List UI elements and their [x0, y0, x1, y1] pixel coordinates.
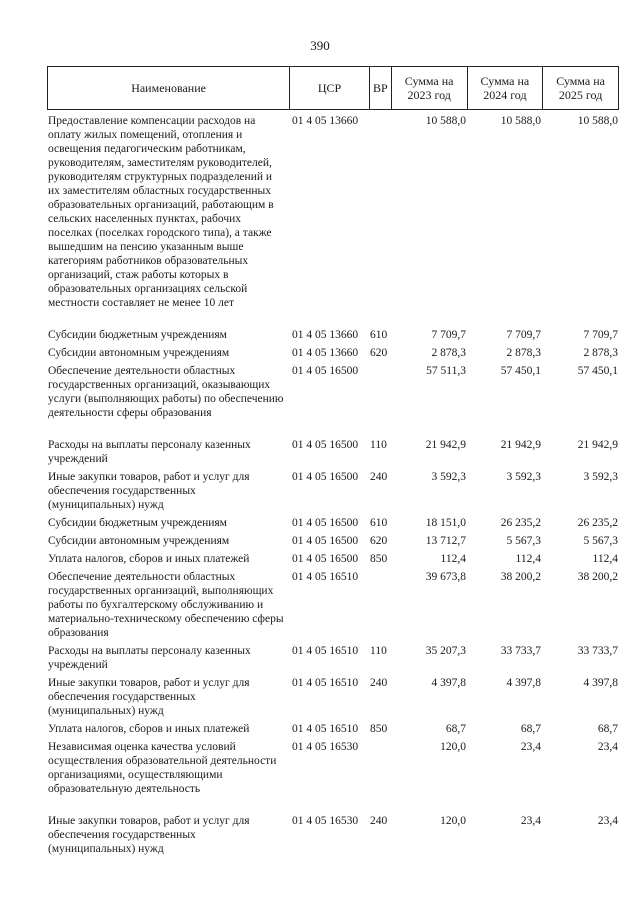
- row-vr: 620: [370, 347, 388, 359]
- row-sum-2025: 2 878,3: [583, 347, 618, 359]
- header-name: Наименование: [48, 67, 290, 109]
- row-name: Расходы на выплаты персоналу казенных учреждений: [48, 439, 251, 465]
- row-csr: 01 4 05 16500: [292, 553, 359, 565]
- row-name: Иные закупки товаров, работ и услуг для обеспечения государственных (муниципальных) нужд: [48, 815, 250, 855]
- row-sum-2023: 21 942,9: [425, 439, 466, 451]
- row-csr: 01 4 05 16510: [292, 571, 359, 583]
- row-name: Иные закупки товаров, работ и услуг для обеспечения государственных (муниципальных) нужд: [48, 471, 250, 511]
- row-sum-2024: 4 397,8: [506, 677, 541, 689]
- row-sum-2025: 23,4: [597, 741, 618, 753]
- table-row: [47, 722, 619, 740]
- row-sum-2024: 2 878,3: [506, 347, 541, 359]
- row-vr: 610: [370, 329, 388, 341]
- table-row: [47, 346, 619, 364]
- row-csr: 01 4 05 16500: [292, 535, 359, 547]
- row-sum-2024: 38 200,2: [500, 571, 541, 583]
- row-sum-2024: 3 592,3: [506, 471, 541, 483]
- table-header: [47, 66, 619, 110]
- header-vr: ВР: [370, 67, 392, 109]
- row-sum-2024: 23,4: [520, 815, 541, 827]
- row-vr: 850: [370, 553, 388, 565]
- row-sum-2024: 33 733,7: [500, 645, 541, 657]
- row-sum-2023: 2 878,3: [431, 347, 466, 359]
- table-row: [47, 814, 619, 860]
- row-vr: 610: [370, 517, 388, 529]
- row-vr: 110: [370, 645, 387, 657]
- row-name: Обеспечение деятельности областных государственных организаций, оказывающих услуги (выполняющих работы) по обеспечению деятельности сферы образования: [48, 365, 284, 419]
- row-sum-2025: 57 450,1: [577, 365, 618, 377]
- row-sum-2023: 3 592,3: [431, 471, 466, 483]
- row-sum-2024: 21 942,9: [500, 439, 541, 451]
- row-sum-2024: 68,7: [520, 723, 541, 735]
- row-vr: 240: [370, 471, 388, 483]
- row-csr: 01 4 05 16510: [292, 677, 359, 689]
- row-csr: 01 4 05 16500: [292, 365, 359, 377]
- row-sum-2025: 3 592,3: [583, 471, 618, 483]
- row-csr: 01 4 05 16510: [292, 723, 359, 735]
- row-name: Уплата налогов, сборов и иных платежей: [48, 723, 250, 735]
- row-sum-2023: 4 397,8: [431, 677, 466, 689]
- row-name: Субсидии бюджетным учреждениям: [48, 329, 227, 341]
- row-csr: 01 4 05 16530: [292, 741, 359, 753]
- row-csr: 01 4 05 16530: [292, 815, 359, 827]
- table-row: [47, 516, 619, 534]
- row-sum-2023: 120,0: [440, 815, 466, 827]
- table-row: [47, 114, 619, 328]
- row-vr: 240: [370, 815, 388, 827]
- row-vr: [370, 114, 392, 328]
- row-sum-2023: 120,0: [440, 741, 466, 753]
- row-sum-2025: 7 709,7: [583, 329, 618, 341]
- row-sum-2025: 5 567,3: [583, 535, 618, 547]
- table-row: [47, 676, 619, 722]
- row-sum-2023: 7 709,7: [431, 329, 466, 341]
- row-vr: 620: [370, 535, 388, 547]
- row-vr: [370, 364, 392, 438]
- row-csr: 01 4 05 16500: [292, 517, 359, 529]
- page-number: 390: [310, 38, 330, 53]
- table-row: [47, 534, 619, 552]
- row-sum-2024: 112,4: [515, 553, 541, 565]
- row-sum-2025: 26 235,2: [577, 517, 618, 529]
- row-name: Субсидии автономным учреждениям: [48, 347, 230, 359]
- row-name: Уплата налогов, сборов и иных платежей: [48, 553, 250, 565]
- row-name: Субсидии автономным учреждениям: [48, 535, 230, 547]
- row-csr: 01 4 05 16510: [292, 645, 359, 657]
- row-vr: 240: [370, 677, 388, 689]
- row-vr: 850: [370, 723, 388, 735]
- row-sum-2023: 39 673,8: [425, 571, 466, 583]
- row-sum-2025: 33 733,7: [577, 645, 618, 657]
- header-csr: ЦСР: [290, 67, 370, 109]
- row-csr: 01 4 05 13660: [292, 115, 359, 127]
- row-vr: 110: [370, 439, 387, 451]
- row-sum-2025: 112,4: [592, 553, 618, 565]
- row-sum-2025: 4 397,8: [583, 677, 618, 689]
- row-sum-2023: 10 588,0: [425, 115, 466, 127]
- table-row: [47, 570, 619, 644]
- table-row: [47, 438, 619, 470]
- table-row: [47, 740, 619, 814]
- row-sum-2023: 13 712,7: [425, 535, 466, 547]
- row-csr: 01 4 05 16500: [292, 471, 359, 483]
- table-body: [47, 114, 619, 860]
- row-vr: [370, 740, 392, 814]
- table-row: [47, 328, 619, 346]
- row-sum-2024: 26 235,2: [500, 517, 541, 529]
- table-row: [47, 552, 619, 570]
- row-name: Предоставление компенсации расходов на оплату жилых помещений, отопления и освещения педагогическим работникам, руководителям, заместителям руководителей, руководителям структурных подразделений и их заместителям областных государственных образовательных организаций, работающим в сельских населенных пунктах, рабочих поселках (поселках городского типа), а также вышедшим на пенсию указанным выше категориям работников образовательных организаций, стаж работы которых в образовательных организациях сельской местности составляет не менее 10 лет: [48, 115, 274, 309]
- row-name: Обеспечение деятельности областных государственных организаций, выполняющих работы по бухгалтерскому обслуживанию и материально-техническому обеспечению сферы образования: [48, 571, 284, 639]
- header-sum-2023: Сумма на 2023 год: [392, 67, 468, 109]
- row-sum-2024: 57 450,1: [500, 365, 541, 377]
- table-row: [47, 364, 619, 438]
- row-sum-2023: 57 511,3: [426, 365, 466, 377]
- table-row: [47, 644, 619, 676]
- header-sum-2025: Сумма на 2025 год: [556, 74, 605, 102]
- row-sum-2024: 10 588,0: [500, 115, 541, 127]
- row-sum-2025: 23,4: [597, 815, 618, 827]
- row-sum-2024: 7 709,7: [506, 329, 541, 341]
- row-csr: 01 4 05 16500: [292, 439, 359, 451]
- row-name: Субсидии бюджетным учреждениям: [48, 517, 227, 529]
- row-sum-2023: 35 207,3: [425, 645, 466, 657]
- row-sum-2023: 18 151,0: [425, 517, 466, 529]
- row-sum-2025: 68,7: [597, 723, 618, 735]
- row-sum-2024: 23,4: [520, 741, 541, 753]
- row-sum-2025: 38 200,2: [577, 571, 618, 583]
- header-sum-2024: Сумма на 2024 год: [468, 67, 544, 109]
- row-csr: 01 4 05 13660: [292, 329, 359, 341]
- row-sum-2023: 68,7: [445, 723, 466, 735]
- row-sum-2025: 21 942,9: [577, 439, 618, 451]
- row-vr: [370, 570, 392, 644]
- row-csr: 01 4 05 13660: [292, 347, 359, 359]
- row-name: Независимая оценка качества условий осуществления образовательной деятельности организациями, осуществляющими образовательную деятельность: [48, 741, 277, 795]
- row-name: Расходы на выплаты персоналу казенных учреждений: [48, 645, 251, 671]
- row-sum-2024: 5 567,3: [506, 535, 541, 547]
- row-sum-2025: 10 588,0: [577, 115, 618, 127]
- row-name: Иные закупки товаров, работ и услуг для обеспечения государственных (муниципальных) нужд: [48, 677, 250, 717]
- table-row: [47, 470, 619, 516]
- row-sum-2023: 112,4: [440, 553, 466, 565]
